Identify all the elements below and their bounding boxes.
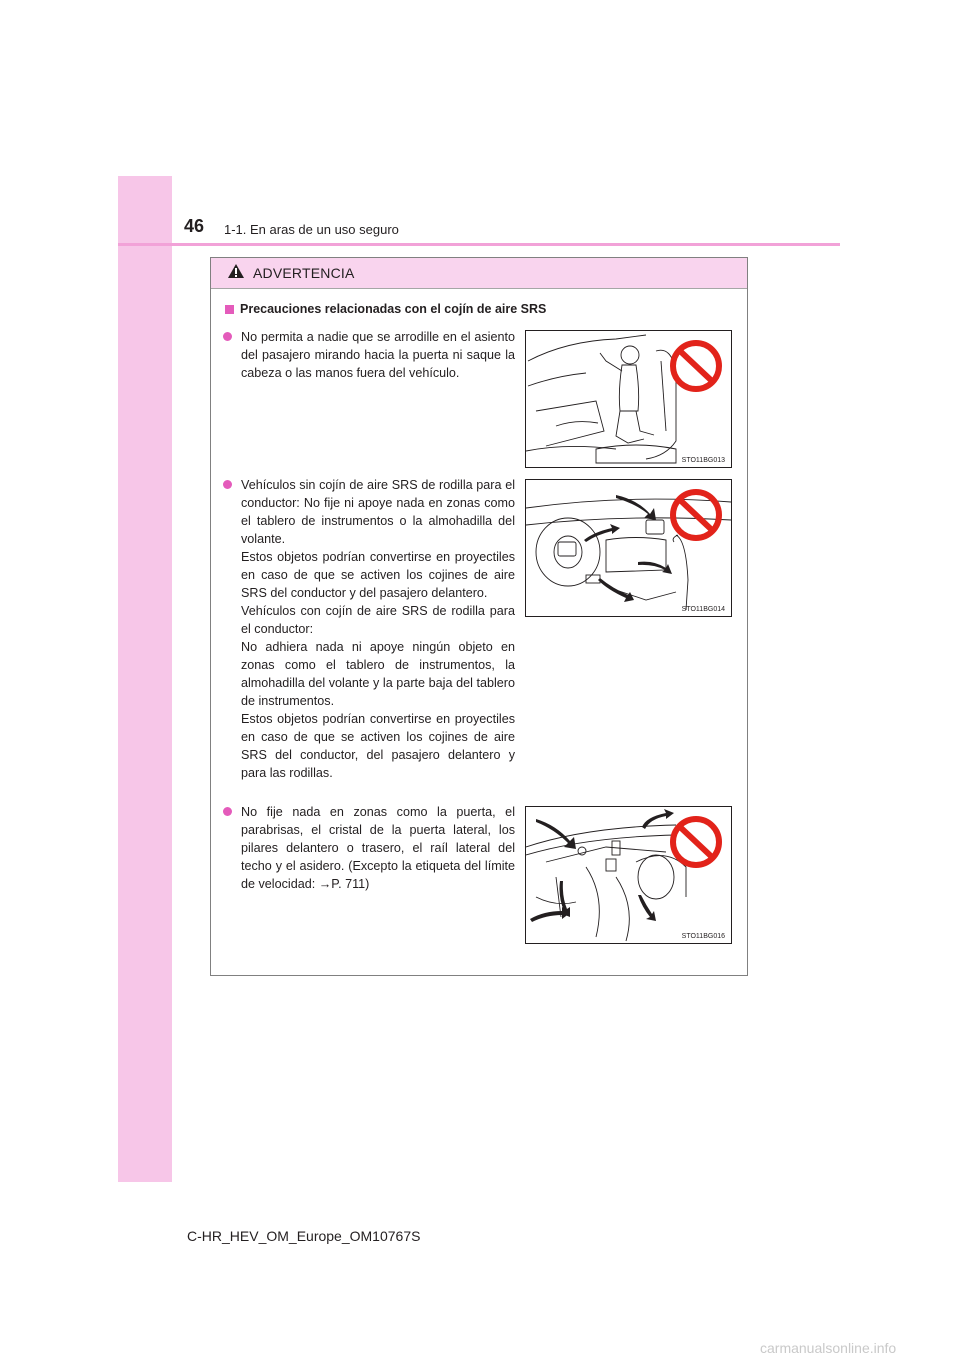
prohibition-icon <box>669 488 723 542</box>
warning-triangle-icon <box>227 263 245 284</box>
prohibition-icon <box>669 339 723 393</box>
subheading-text: Precauciones relacionadas con el cojín de aire SRS <box>240 302 547 316</box>
warning-subheading <box>225 302 546 316</box>
square-bullet-icon <box>225 305 234 314</box>
bullet-dot-icon <box>223 476 241 782</box>
figure-dashboard-objects <box>525 479 732 617</box>
warning-label: ADVERTENCIA <box>253 265 355 281</box>
figure-code: STO11BG014 <box>681 606 725 613</box>
figure-code: STO11BG016 <box>681 933 725 940</box>
document-code: C-HR_HEV_OM_Europe_OM10767S <box>187 1228 421 1244</box>
warning-box <box>210 257 748 976</box>
figure-code: STO11BG013 <box>681 457 725 464</box>
warning-item-dashboard <box>223 476 515 782</box>
page-number: 46 <box>184 216 205 236</box>
warning-item-kneeling <box>223 328 515 382</box>
section-title: 1-1. En aras de un uso seguro <box>224 222 399 237</box>
bullet-dot-icon <box>223 328 241 382</box>
warning-item-door-pillars <box>223 803 515 893</box>
figure-door-pillars <box>525 806 732 944</box>
item-text: No permita a nadie que se arrodille en el asiento del pasajero mirando hacia la puerta ni saque la cabeza o las manos fuera del vehículo. <box>241 330 515 380</box>
figure-kneeling-passenger <box>525 330 732 468</box>
watermark: carmanualsonline.info <box>760 1340 897 1356</box>
prohibition-icon <box>669 815 723 869</box>
item-text: No fije nada en zonas como la puerta, el parabrisas, el cristal de la puerta lateral, los pilares delantero o trasero, el raíl lateral del techo y el asidero. (Excepto la etiqueta del límite de velocidad: →P. 711) <box>241 805 515 891</box>
item-text: Vehículos sin cojín de aire SRS de rodilla para el conductor: No fije ni apoye nada en zonas como el tablero de instrumentos o la almohadilla del volante. Estos objetos podrían convertirse en proyectiles en caso de que se activen los cojines de aire SRS del conductor y del pasajero delantero. Vehículos con cojín de aire SRS de rodilla para el conductor: No adhiera nada ni apoye ningún objeto en zonas como el tablero de instrumentos, la almohadilla del volante y la parte baja del tablero de instrumentos. Estos objetos podrían convertirse en proyectiles en caso de que se activen los cojines de aire SRS del conductor, del pasajero delantero y para las rodillas. <box>241 478 515 780</box>
warning-header <box>211 258 747 289</box>
header-rule <box>118 243 840 246</box>
bullet-dot-icon <box>223 803 241 893</box>
side-color-band <box>118 176 172 1182</box>
